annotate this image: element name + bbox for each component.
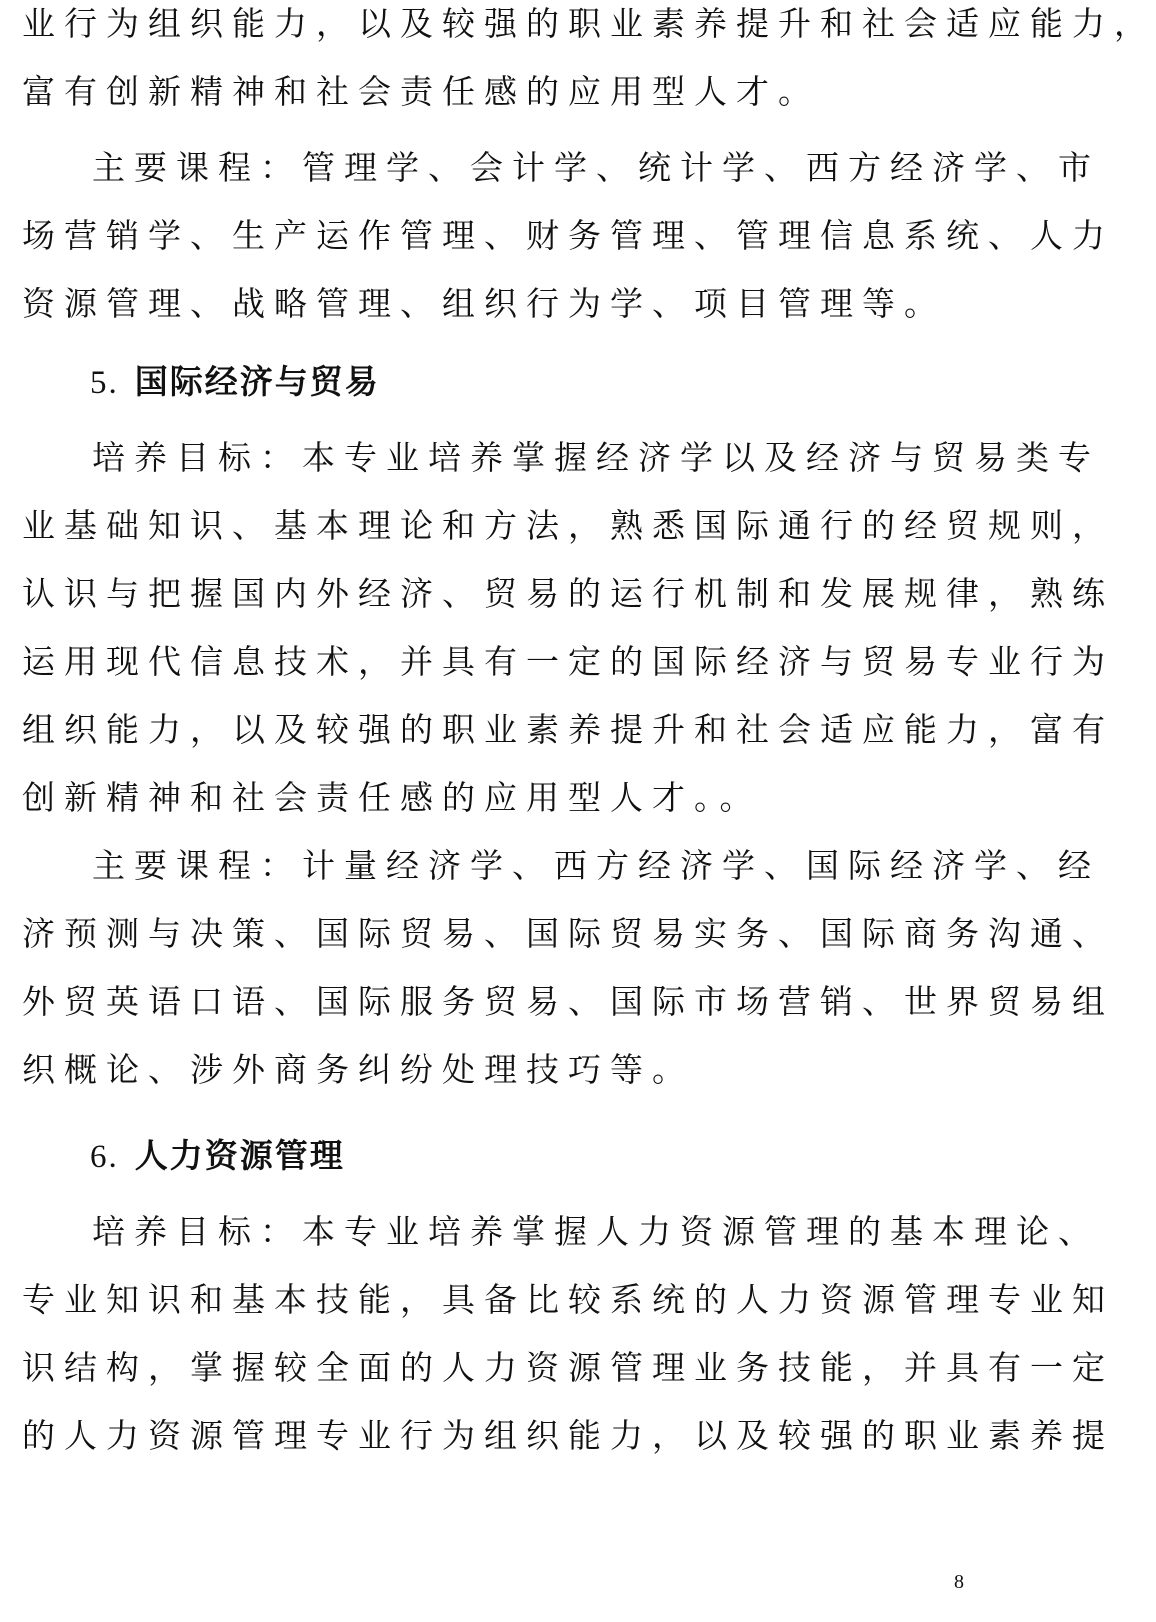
text-line: 认识与把握国内外经济、贸易的运行机制和发展规律，熟练	[22, 574, 1114, 613]
text-line: 济预测与决策、国际贸易、国际贸易实务、国际商务沟通、	[22, 914, 1114, 953]
text-line: 专业知识和基本技能，具备比较系统的人力资源管理专业知	[22, 1280, 1114, 1319]
text-line: 织概论、涉外商务纠纷处理技巧等。	[22, 1050, 694, 1089]
text-line: 场营销学、生产运作管理、财务管理、管理信息系统、人力	[22, 216, 1114, 255]
section-title: 人力资源管理	[134, 1136, 345, 1175]
section-heading-6	[90, 1136, 345, 1177]
text-line: 业行为组织能力，以及较强的职业素养提升和社会适应能力，	[22, 4, 1156, 43]
section-number: 6.	[90, 1139, 119, 1175]
text-line: 资源管理、战略管理、组织行为学、项目管理等。	[22, 284, 946, 323]
text-line: 培养目标：本专业培养掌握经济学以及经济与贸易类专	[92, 438, 1100, 477]
text-line: 识结构，掌握较全面的人力资源管理业务技能，并具有一定	[22, 1348, 1114, 1387]
text-line: 创新精神和社会责任感的应用型人才。。	[22, 778, 762, 817]
page-number: 8	[954, 1571, 964, 1593]
text-line: 主要课程：管理学、会计学、统计学、西方经济学、市	[92, 148, 1100, 187]
text-line: 培养目标：本专业培养掌握人力资源管理的基本理论、	[92, 1212, 1100, 1251]
section-heading-5	[90, 362, 380, 403]
text-line: 外贸英语口语、国际服务贸易、国际市场营销、世界贸易组	[22, 982, 1114, 1021]
text-line: 业基础知识、基本理论和方法，熟悉国际通行的经贸规则，	[22, 506, 1114, 545]
text-line: 主要课程：计量经济学、西方经济学、国际经济学、经	[92, 846, 1100, 885]
section-number: 5.	[90, 365, 119, 401]
text-line: 运用现代信息技术，并具有一定的国际经济与贸易专业行为	[22, 642, 1114, 681]
text-line: 富有创新精神和社会责任感的应用型人才。	[22, 72, 820, 111]
section-title: 国际经济与贸易	[134, 362, 380, 401]
text-line: 组织能力，以及较强的职业素养提升和社会适应能力，富有	[22, 710, 1114, 749]
text-line: 的人力资源管理专业行为组织能力，以及较强的职业素养提	[22, 1416, 1114, 1455]
